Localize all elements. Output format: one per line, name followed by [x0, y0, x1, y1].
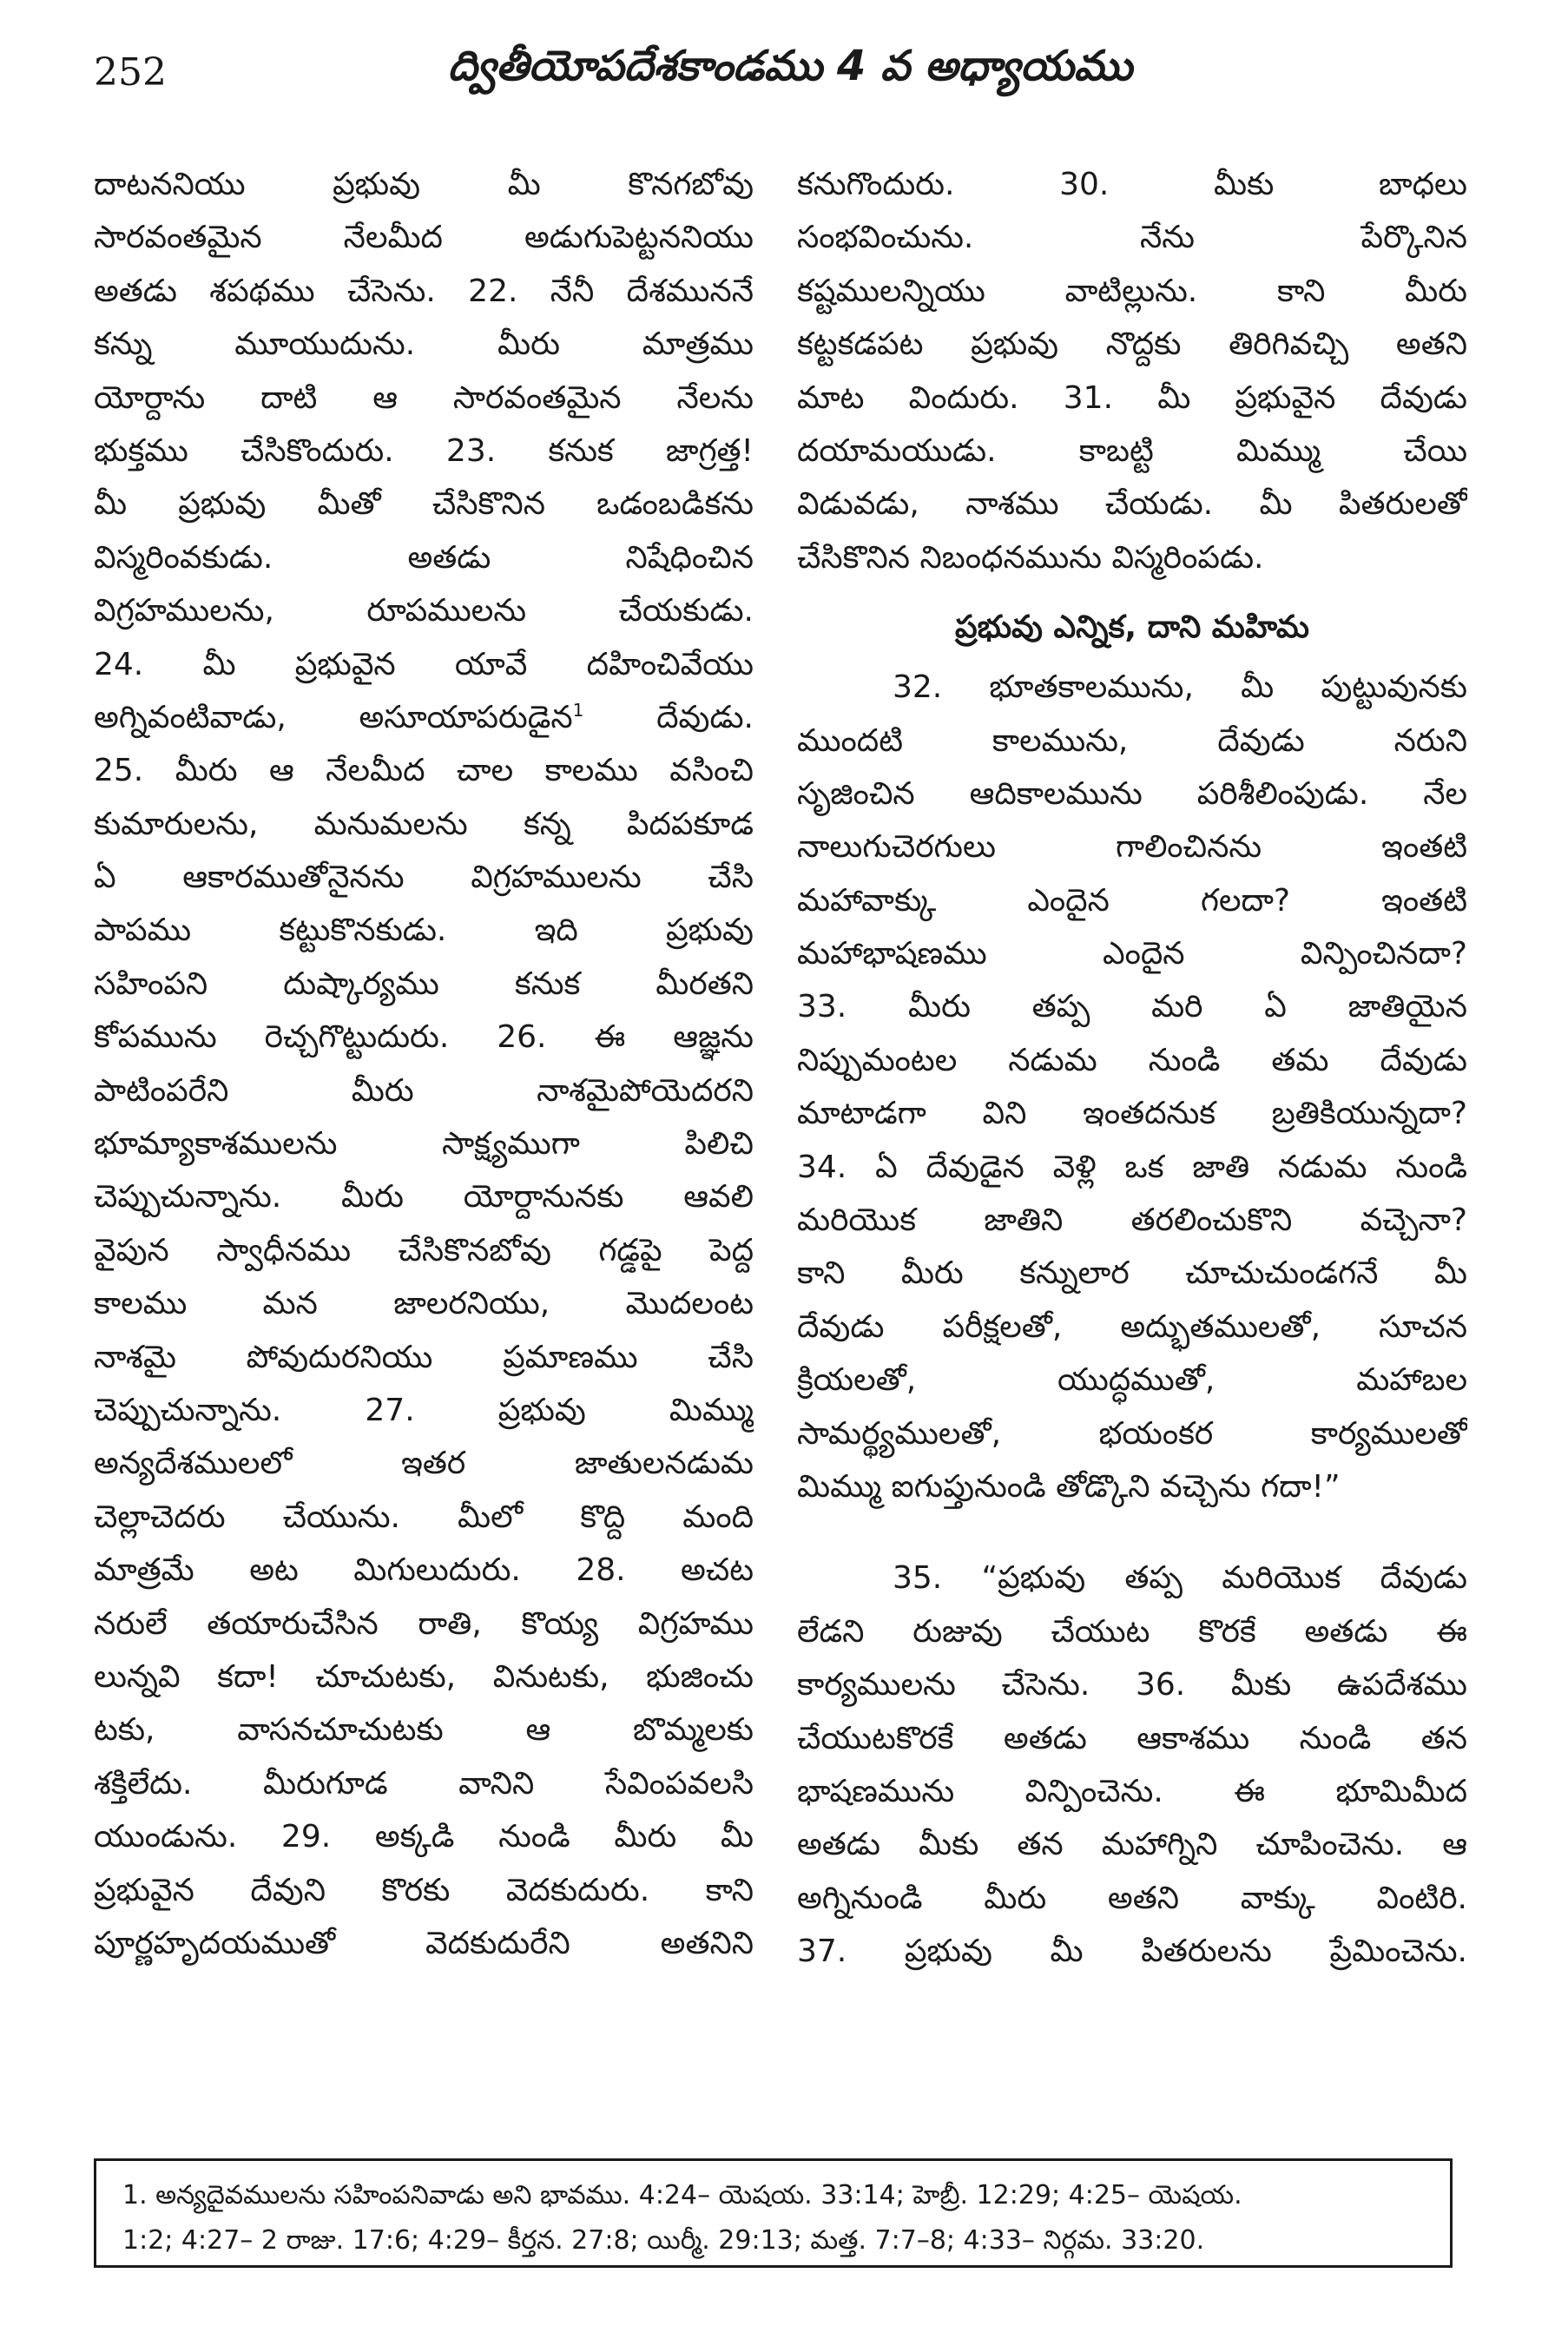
text-line: నాలుగుచెరగులు గాలించినను ఇంతటి — [797, 829, 1467, 866]
text-line: సారవంతమైన నేలమీద అడుగుపెట్టననియు — [94, 220, 754, 256]
text-line: 33. మీరు తప్ప మరి ఏ జాతియైన — [797, 989, 1467, 1025]
text-line: దయామయుడు. కాబట్టి మిమ్ము చేయి — [797, 432, 1467, 469]
text-line: 37. ప్రభువు మీ పితరులను ప్రేమించెను. — [797, 1934, 1467, 1970]
left-column — [94, 158, 754, 1970]
text-line: నరులే తయారుచేసిన రాతి, కొయ్య విగ్రహము — [94, 1605, 754, 1642]
text-line: చెప్పుచున్నాను. మీరు యోర్దానునకు ఆవలి — [94, 1179, 754, 1216]
text-line: సహింపని దుష్కార్యము కనుక మీరతని — [94, 965, 754, 1002]
text-line: కాని మీరు కన్నులార చూచుచుండగనే మీ — [797, 1255, 1467, 1292]
text-line: కన్ను మూయుదును. మీరు మాత్రము — [94, 326, 754, 363]
text-line: టకు, వాసనచూచుటకు ఆ బొమ్మలకు — [94, 1712, 754, 1749]
text-line: లున్నవి కదా! చూచుటకు, వినుటకు, భుజించు — [94, 1658, 754, 1695]
text-line: మాత్రమే అట మిగులుదురు. 28. అచట — [94, 1552, 754, 1589]
text-line: కోపమును రెచ్చగొట్టుదురు. 26. ఈ ఆజ్ఞను — [94, 1019, 754, 1056]
text-line: 25. మీరు ఆ నేలమీద చాల కాలము వసించి — [94, 753, 754, 789]
text-line: కార్యములను చేసెను. 36. మీకు ఉపదేశము — [797, 1667, 1467, 1703]
text-line: అన్యదేశములలో ఇతర జాతులనడుమ — [94, 1446, 754, 1482]
paragraph-gap — [797, 1513, 1467, 1552]
text-line: అతడు శపథము చేసెను. 22. నేనీ దేశముననే — [94, 273, 754, 309]
text-line: చెల్లాచెదరు చేయును. మీలో కొద్ది మంది — [94, 1499, 754, 1535]
text-line: సృజించిన ఆదికాలమును పరిశీలింపుడు. నేల — [797, 775, 1467, 812]
text-line: అగ్నినుండి మీరు అతని వాక్కు వింటిరి. — [797, 1880, 1467, 1916]
text-line: విడువడు, నాశము చేయడు. మీ పితరులతో — [797, 486, 1467, 523]
text-line: మాటాడగా విని ఇంతదనుక బ్రతికియున్నదా? — [797, 1096, 1467, 1132]
text-line: యోర్దాను దాటి ఆ సారవంతమైన నేలను — [94, 379, 754, 416]
text-line: విస్మరింవకుడు. అతడు నిషేధించిన — [94, 539, 754, 576]
footnote-box — [94, 2158, 1453, 2268]
text-line: దాటననియు ప్రభువు మీ కొనగబోవు — [94, 167, 754, 202]
text-line: సామర్థ్యములతో, భయంకర కార్యములతో — [797, 1415, 1467, 1452]
text-line — [94, 691, 754, 744]
text-line: కాలము మన జాలరనియు, మొదలంట — [94, 1286, 754, 1322]
text-span: అగ్నివంటివాడు, అసూయాపరుడైన — [94, 699, 573, 735]
text-line: పాటింపరేని మీరు నాశమైపోయెదరని — [94, 1072, 754, 1109]
text-line: కట్టకడపట ప్రభువు నొద్దకు తిరిగివచ్చి అతని — [797, 326, 1467, 363]
text-line: మహావాక్కు ఎందైన గలదా? ఇంతటి — [797, 882, 1467, 919]
text-line: కుమారులను, మనుమలను కన్న పిదపకూడ — [94, 806, 754, 842]
text-line: 34. ఏ దేవుడైన వెళ్లి ఒక జాతి నడుమ నుండి — [797, 1149, 1467, 1185]
footnote-line: 1:2; 4:27– 2 రాజు. 17:6; 4:29– కీర్తన. 27:8; యిర్మీ. 29:13; మత్త. 7:7–8; 4:33– నిర్గమ. 33:20. — [122, 2225, 1205, 2256]
page-number: 252 — [94, 50, 167, 95]
text-line: పూర్ణహృదయముతో వెదకుదురేని అతనిని — [94, 1925, 754, 1961]
text-line: ఏ ఆకారముతోనైనను విగ్రహములను చేసి — [94, 860, 754, 896]
text-line: చేసికొనిన నిబంధనమును విస్మరింపడు. — [797, 539, 1264, 576]
text-line: శక్తిలేదు. మీరుగూడ వానిని సేవింపవలసి — [94, 1765, 754, 1802]
text-line: సంభవించును. నేను పేర్కొనిన — [797, 220, 1467, 256]
text-line: భూమ్యాకాశములను సాక్ష్యముగా పిలిచి — [94, 1126, 754, 1163]
text-line: అతడు మీకు తన మహాగ్నిని చూపించెను. ఆ — [797, 1827, 1467, 1863]
text-line: నాశమై పోవుదురనియు ప్రమాణము చేసి — [94, 1339, 754, 1375]
text-line: భుక్తము చేసికొందురు. 23. కనుక జాగ్రత్త! — [94, 432, 754, 469]
text-line: వైపున స్వాధీనము చేసికొనబోవు గడ్డపై పెద్ద — [94, 1232, 754, 1268]
text-line: కష్టములన్నియు వాటిల్లును. కాని మీరు — [797, 273, 1467, 309]
section-heading: ప్రభువు ఎన్నిక, దాని మహిమ — [954, 609, 1310, 646]
text-line: మీ ప్రభువు మీతో చేసికొనిన ఒడంబడికను — [94, 486, 754, 523]
right-column — [797, 158, 1467, 1979]
text-line: చెప్పుచున్నాను. 27. ప్రభువు మిమ్ము — [94, 1392, 754, 1428]
footnote-line: 1. అన్యదైవములను సహింపనివాడు అని భావము. 4:24– యెషయ. 33:14; హెబ్రీ. 12:29; 4:25– యెషయ. — [122, 2180, 1242, 2210]
running-title: ద్వితీయోపదేశకాండము 4 వ అధ్యాయము — [447, 42, 1133, 90]
text-line: క్రియలతో, యుద్ధముతో, మహాబల — [797, 1362, 1467, 1399]
text-line: లేడని రుజువు చేయుట కొరకే అతడు ఈ — [797, 1613, 1467, 1650]
text-line: దేవుడు పరీక్షలతో, అద్భుతములతో, సూచన — [797, 1308, 1467, 1345]
text-line: యుండును. 29. అక్కడి నుండి మీరు మీ — [94, 1819, 754, 1855]
text-line: విగ్రహములను, రూపములను చేయకుడు. — [94, 593, 754, 629]
footnote-marker: 1 — [572, 699, 584, 721]
text-line: ముందటి కాలమును, దేవుడు నరుని — [797, 722, 1467, 759]
text-line: పాపము కట్టుకొనకుడు. ఇది ప్రభువు — [94, 912, 754, 949]
text-line: 35. “ప్రభువు తప్ప మరియొక దేవుడు — [893, 1560, 1467, 1597]
text-line: 24. మీ ప్రభువైన యావే దహించివేయు — [94, 646, 754, 682]
text-line: నిప్పుమంటల నడుమ నుండి తమ దేవుడు — [797, 1042, 1467, 1078]
text-line: మరియొక జాతిని తరలించుకొని వచ్చెనా? — [797, 1202, 1467, 1239]
text-line: మాట విందురు. 31. మీ ప్రభువైన దేవుడు — [797, 379, 1467, 416]
text-line: చేయుటకొరకే అతడు ఆకాశము నుండి తన — [797, 1720, 1467, 1756]
text-line: మిమ్ము ఐగుప్తునుండి తోడ్కొని వచ్చెను గదా!” — [797, 1468, 1341, 1505]
text-line: 32. భూతకాలమును, మీ పుట్టువునకు — [893, 669, 1467, 706]
text-span: దేవుడు. — [656, 699, 754, 735]
text-line: ప్రభువైన దేవుని కొరకు వెదకుదురు. కాని — [94, 1872, 754, 1908]
text-line: భాషణమును విన్పించెను. ఈ భూమిమీద — [797, 1773, 1467, 1809]
text-line: మహాభాషణము ఎందైన విన్పించినదా? — [797, 936, 1467, 972]
text-line: కనుగొందురు. 30. మీకు బాధలు — [797, 167, 1467, 202]
